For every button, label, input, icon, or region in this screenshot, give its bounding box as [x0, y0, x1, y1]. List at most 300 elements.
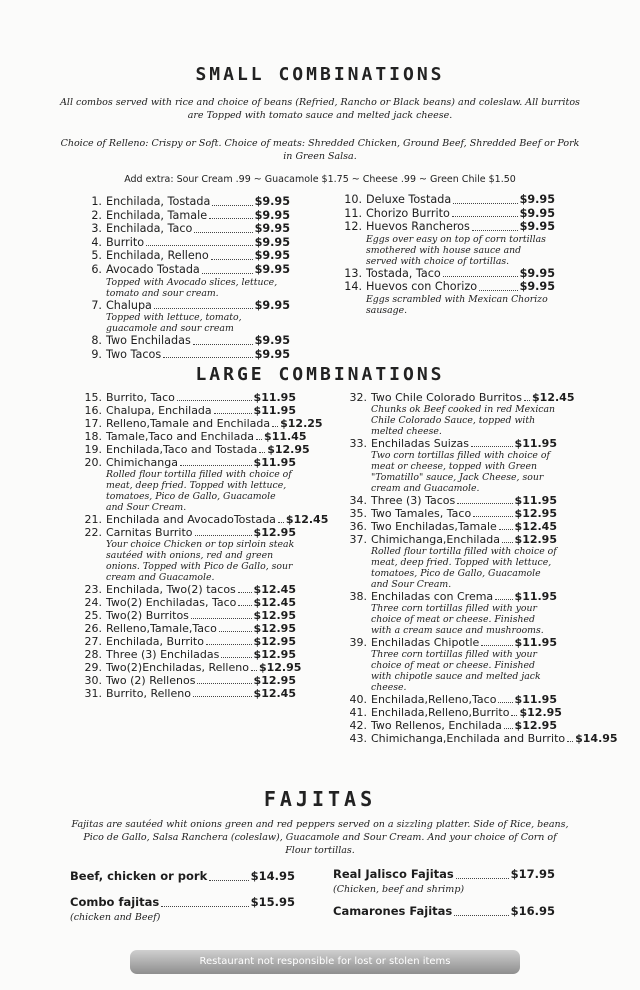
menu-item-description: Three corn tortillas filled with your choice of meat or cheese. Finished with a cream sauce and mushrooms. [371, 603, 544, 636]
menu-item-name [345, 533, 500, 546]
menu-item-name [80, 263, 200, 277]
menu-item-price: $12.95 [253, 622, 296, 635]
add-extra-line: Add extra: Sour Cream .99 ~ Guacamole $1.75 ~ Cheese .99 ~ Green Chile $1.50 [124, 174, 516, 185]
menu-item [80, 222, 290, 236]
dot-leader [524, 391, 530, 401]
dot-leader [214, 404, 252, 414]
menu-item-number: 39. [349, 636, 367, 649]
menu-item-label: Three (3) Enchiladas [106, 648, 220, 661]
menu-item-label: Enchilada,Relleno,Taco [371, 693, 497, 706]
menu-item-name [345, 636, 479, 649]
menu-item-number: 16. [84, 404, 102, 417]
menu-item-price: $9.95 [254, 249, 290, 263]
menu-item-price: $11.95 [253, 391, 296, 404]
menu-item-label: Two Enchiladas [106, 334, 191, 348]
small-right-column [340, 193, 555, 316]
menu-item [80, 236, 290, 250]
menu-item-price: $9.95 [254, 222, 290, 236]
dot-leader [211, 249, 253, 260]
menu-item-name [333, 866, 454, 882]
menu-item-label: Two(2)Enchiladas, Relleno [106, 661, 249, 674]
menu-item-price: $9.95 [254, 334, 290, 348]
menu-item-number: 23. [84, 583, 102, 596]
menu-item-name [70, 894, 159, 910]
dot-leader [194, 222, 252, 233]
menu-item-price: $11.95 [514, 590, 557, 603]
menu-item [345, 520, 557, 533]
menu-item [345, 590, 557, 603]
menu-item-description: Three corn tortillas filled with your choice of meat or cheese. Finished with chipotle sauce and melted jack cheese. [371, 649, 541, 693]
menu-item-number: 41. [349, 706, 367, 719]
menu-item-price: $9.95 [254, 235, 290, 249]
menu-item-name [80, 430, 254, 443]
menu-item [70, 868, 295, 884]
menu-item-description: Topped with Avocado slices, lettuce, tomato and sour cream. [106, 276, 278, 299]
large-combinations-title: LARGE COMBINATIONS [195, 364, 445, 385]
menu-item-label: Enchilada, Burrito [106, 635, 204, 648]
menu-item-label: Enchiladas Chipotle [371, 636, 480, 649]
menu-item [80, 195, 290, 209]
relleno-meat-options: Choice of Relleno: Crispy or Soft. Choice of meats: Shredded Chicken, Ground Beef, Shredded Beef or Pork in Green Salsa. [60, 138, 580, 162]
menu-item-price: $9.95 [519, 220, 555, 234]
menu-item-number: 43. [349, 732, 367, 745]
menu-item-label: Relleno,Tamale,Taco [106, 622, 217, 635]
dot-leader [511, 706, 517, 716]
menu-item-label: Two Tacos [106, 347, 162, 361]
dot-leader [146, 236, 253, 247]
menu-item-number: 34. [349, 494, 367, 507]
dot-leader [479, 280, 518, 291]
menu-item-number: 36. [349, 520, 367, 533]
menu-item [345, 437, 557, 450]
menu-item-name [80, 622, 217, 635]
menu-item-name [80, 526, 193, 539]
menu-item-price: $12.95 [514, 719, 557, 732]
disclaimer-banner [130, 950, 520, 974]
menu-item [80, 443, 310, 456]
dot-leader [499, 520, 513, 530]
menu-item-number: 24. [84, 596, 102, 609]
menu-item-label: Deluxe Tostada [366, 193, 452, 206]
menu-item-label: Huevos con Chorizo [366, 280, 478, 294]
menu-item-number: 15. [84, 391, 102, 404]
menu-item-name [80, 391, 175, 404]
menu-item-label: Enchilada, Tamale [106, 208, 208, 222]
dot-leader [259, 443, 265, 453]
menu-item [345, 706, 562, 719]
menu-item-number: 27. [84, 635, 102, 648]
large-right-column [345, 391, 618, 745]
menu-item-price: $12.95 [514, 507, 557, 520]
menu-item-label: Enchiladas con Crema [371, 590, 494, 603]
menu-item-number: 25. [84, 609, 102, 622]
menu-item-price: $12.95 [514, 533, 557, 546]
menu-item-label: Two Chile Colorado Burritos [371, 391, 523, 404]
menu-item-name [80, 456, 178, 469]
menu-item-number: 12. [344, 220, 362, 234]
menu-item [80, 430, 307, 443]
menu-item-number: 32. [349, 391, 367, 404]
menu-item-label: Three (3) Tacos [371, 494, 456, 507]
menu-item [80, 263, 290, 277]
menu-item-number: 1. [91, 195, 102, 208]
menu-item-name [340, 220, 470, 234]
menu-item-label: Camarones Fajitas [333, 904, 453, 918]
menu-item [80, 513, 329, 526]
menu-item-label: Two Rellenos, Enchilada [371, 719, 502, 732]
dot-leader [193, 334, 253, 345]
menu-item [333, 903, 555, 919]
menu-item-price: $11.95 [253, 404, 296, 417]
menu-item-price: $12.45 [514, 520, 557, 533]
menu-item-name [80, 249, 209, 263]
menu-item-name [80, 513, 276, 526]
menu-item-name [80, 674, 195, 687]
menu-item [80, 596, 296, 609]
menu-item-number: 5. [91, 249, 102, 263]
menu-item-number: 31. [84, 687, 102, 700]
dot-leader [457, 494, 512, 504]
fajitas-title: FAJITAS [263, 787, 377, 811]
menu-item [80, 661, 302, 674]
menu-item [345, 732, 618, 745]
dot-leader [209, 209, 252, 220]
menu-item-price: $12.95 [519, 706, 562, 719]
small-combinations-title: SMALL COMBINATIONS [195, 64, 445, 85]
menu-item [80, 299, 290, 313]
menu-item-number: 18. [84, 430, 102, 443]
dot-leader [238, 583, 252, 593]
menu-item [80, 687, 296, 700]
menu-item-name [333, 903, 452, 919]
menu-item-price: $14.95 [575, 732, 618, 745]
menu-item [80, 674, 296, 687]
menu-item-price: $12.95 [253, 648, 296, 661]
menu-item-label: Enchilada, Tostada [106, 195, 211, 208]
menu-item-label: Combo fajitas [70, 895, 160, 909]
menu-item-description: Topped with lettuce, tomato, guacamole and sour cream [106, 312, 242, 335]
menu-item-number: 40. [349, 693, 367, 706]
menu-item-price: $12.95 [253, 526, 296, 539]
menu-item [80, 648, 296, 661]
menu-item-name [80, 583, 236, 596]
menu-item-name [345, 507, 471, 520]
dot-leader [481, 636, 512, 646]
menu-item [80, 249, 290, 263]
menu-item-price: $15.95 [250, 895, 295, 909]
menu-item-description: Rolled flour tortilla filled with choice of meat, deep fried. Topped with lettuce, tomatoes, Pico de Gallo, Guacamole and Sour Cream. [106, 469, 292, 513]
dot-leader [504, 719, 513, 729]
menu-item-number: 22. [84, 526, 102, 539]
menu-item [80, 622, 296, 635]
menu-item-label: Chimichanga,Enchilada [371, 533, 500, 546]
menu-item [80, 456, 296, 469]
menu-item-label: Chalupa [106, 298, 152, 312]
dot-leader [456, 866, 509, 879]
menu-item-description: Your choice Chicken or top sirloin steak sautéed with onions, red and green onions. Topped with Pico de Gallo, sour cream and Guacamole. [106, 539, 295, 583]
menu-item-name [80, 661, 249, 674]
menu-item-price: $9.95 [254, 208, 290, 222]
menu-item-description: Rolled flour tortilla filled with choice of meat, deep fried. Topped with lettuce, tomatoes, Pico de Gallo, Guacamole and Sour Cream. [371, 546, 557, 590]
menu-item-label: Two(2) Burritos [106, 609, 189, 622]
menu-item-number: 19. [84, 443, 102, 456]
dot-leader [191, 609, 252, 619]
dot-leader [212, 195, 252, 206]
menu-item [345, 494, 557, 507]
menu-item-label: Real Jalisco Fajitas [333, 867, 454, 881]
menu-item-label: Chorizo Burrito [366, 206, 450, 220]
menu-item-number: 4. [91, 235, 102, 249]
menu-item-name [345, 391, 522, 404]
menu-item-price: $9.95 [254, 298, 290, 312]
dot-leader [219, 622, 252, 632]
dot-leader [452, 207, 518, 218]
menu-item [80, 348, 290, 362]
dot-leader [472, 220, 518, 231]
menu-item-name [80, 236, 144, 250]
menu-item-label: Two Tamales, Taco [371, 507, 472, 520]
menu-item-name [80, 404, 212, 417]
menu-item-name [80, 443, 257, 456]
menu-item-label: Two(2) Enchiladas, Taco [106, 596, 237, 609]
menu-item-price: $11.95 [514, 494, 557, 507]
menu-item-label: Carnitas Burrito [106, 526, 193, 539]
menu-item-label: Burrito, Relleno [106, 687, 191, 700]
dot-leader [498, 693, 512, 703]
dot-leader [238, 596, 251, 606]
menu-item-description: Two corn tortillas filled with choice of meat or cheese, topped with Green "Tomatillo" sauce, Jack Cheese, sour cream and Guacamole. [371, 450, 550, 494]
menu-item-price: $12.95 [253, 635, 296, 648]
dot-leader [180, 456, 252, 466]
menu-item-name [80, 334, 191, 348]
menu-item-note: (Chicken, beef and shrimp) [333, 884, 465, 895]
menu-item-price: $11.95 [514, 437, 557, 450]
menu-item [80, 526, 296, 539]
menu-item-label: Enchiladas Suizas [371, 437, 470, 450]
menu-item [80, 417, 323, 430]
menu-item-price: $12.45 [253, 596, 296, 609]
menu-item-name [80, 648, 219, 661]
menu-item [80, 391, 296, 404]
menu-item [340, 280, 555, 294]
menu-item-number: 21. [84, 513, 102, 526]
menu-item-label: Chalupa, Enchilada [106, 404, 212, 417]
menu-item-number: 10. [344, 193, 362, 206]
menu-item [80, 635, 296, 648]
menu-item-name [80, 635, 204, 648]
menu-item-number: 30. [84, 674, 102, 687]
menu-item-price: $16.95 [510, 904, 555, 918]
menu-item-description: Eggs over easy on top of corn tortillas smothered with house sauce and served with choice of tortillas. [366, 233, 546, 267]
dot-leader [453, 193, 517, 204]
menu-item-price: $9.95 [254, 262, 290, 276]
menu-item-price: $9.95 [254, 347, 290, 361]
small-intro-text: All combos served with rice and choice of beans (Refried, Rancho or Black beans) and coleslaw. All burritos are Topped with tomato sauce and melted jack cheese. [60, 97, 580, 121]
menu-item-price: $9.95 [519, 193, 555, 206]
fajitas-intro-text: Fajitas are sautéed whit onions green and red peppers served on a sizzling platter. Side of Rice, beans, Pico de Gallo, Salsa Ranchera (coleslaw), Guacamole and Sour Cream. And your choice of Corn of Flour tortillas. [71, 819, 569, 856]
menu-item-price: $11.95 [253, 456, 296, 469]
menu-item-label: Huevos Rancheros [366, 220, 470, 234]
menu-item-number: 14. [344, 280, 362, 294]
dot-leader [154, 299, 253, 310]
menu-item-price: $9.95 [254, 195, 290, 208]
dot-leader [495, 590, 512, 600]
menu-item-price: $11.95 [514, 693, 557, 706]
menu-item-name [345, 437, 469, 450]
menu-item-price: $14.95 [250, 869, 295, 883]
menu-item-number: 8. [91, 334, 102, 348]
menu-item [333, 866, 555, 882]
menu-item [80, 209, 290, 223]
menu-item-label: Tostada, Taco [366, 266, 441, 280]
menu-item-number: 6. [91, 262, 102, 276]
menu-item-name [80, 687, 191, 700]
menu-item-number: 7. [91, 298, 102, 312]
menu-item [345, 719, 557, 732]
menu-item-number: 17. [84, 417, 102, 430]
menu-item-price: $11.45 [264, 430, 307, 443]
dot-leader [163, 348, 252, 359]
menu-item-label: Enchilada,Relleno,Burrito [371, 706, 510, 719]
dot-leader [567, 732, 573, 742]
menu-item-price: $12.95 [267, 443, 310, 456]
dot-leader [256, 430, 262, 440]
menu-item-price: $12.25 [280, 417, 323, 430]
dot-leader [473, 507, 512, 517]
dot-leader [251, 661, 257, 671]
menu-item-description: Chunks ok Beef cooked in red Mexican Chile Colorado Sauce, topped with melted cheese. [371, 404, 556, 437]
menu-item-label: Enchilada,Taco and Tostada [106, 443, 258, 456]
menu-item-label: Two Enchiladas,Tamale [371, 520, 497, 533]
dot-leader [202, 263, 253, 274]
menu-item-label: Burrito [106, 235, 145, 249]
menu-item-number: 13. [344, 266, 362, 280]
menu-item-name [340, 280, 477, 294]
menu-item-price: $12.95 [253, 609, 296, 622]
menu-item-label: Burrito, Taco [106, 391, 175, 404]
dot-leader [471, 437, 513, 447]
menu-item-name [80, 596, 236, 609]
menu-item [340, 220, 555, 234]
dot-leader [195, 526, 252, 536]
menu-item-price: $12.45 [253, 687, 296, 700]
menu-item [345, 507, 557, 520]
dot-leader [209, 868, 248, 881]
menu-item-number: 35. [349, 507, 367, 520]
small-left-column [80, 195, 290, 361]
menu-item [340, 267, 555, 281]
menu-item-price: $9.95 [519, 280, 555, 294]
menu-item-name [340, 193, 451, 207]
menu-item-label: Enchilada, Two(2) tacos [106, 583, 236, 596]
menu-item-price: $9.95 [519, 266, 555, 280]
menu-item-price: $12.95 [253, 674, 296, 687]
menu-item-price: $11.95 [514, 636, 557, 649]
menu-item-number: 38. [349, 590, 367, 603]
menu-item-name [340, 207, 450, 221]
dot-leader [197, 674, 251, 684]
dot-leader [443, 267, 518, 278]
menu-item-note: (chicken and Beef) [70, 912, 161, 923]
menu-item-name [80, 348, 161, 362]
menu-item [80, 583, 296, 596]
menu-item-number: 26. [84, 622, 102, 635]
menu-item [70, 894, 295, 910]
menu-item-label: Two (2) Rellenos [106, 674, 196, 687]
dot-leader [502, 533, 513, 543]
menu-item-name [345, 494, 455, 507]
menu-item-number: 28. [84, 648, 102, 661]
menu-item [80, 334, 290, 348]
menu-item-name [80, 417, 270, 430]
menu-item-name [345, 693, 496, 706]
menu-item-price: $12.45 [285, 513, 329, 526]
menu-item-description: Eggs scrambled with Mexican Chorizo sausage. [366, 293, 548, 316]
menu-item-price: $17.95 [510, 867, 555, 881]
menu-item-number: 2. [91, 208, 102, 222]
dot-leader [454, 903, 508, 916]
fajitas-right-column [333, 866, 555, 929]
menu-item [340, 207, 555, 221]
menu-item-label: Relleno,Tamale and Enchilada [106, 417, 271, 430]
menu-item-price: $12.45 [253, 583, 296, 596]
menu-item [340, 193, 555, 207]
menu-item-name [80, 195, 210, 209]
menu-item [345, 693, 557, 706]
large-left-column [80, 391, 329, 700]
menu-item-name [345, 732, 565, 745]
menu-item-name [70, 868, 207, 884]
fajitas-left-column [70, 868, 295, 931]
menu-item-name [345, 706, 509, 719]
menu-item-name [80, 222, 192, 236]
dot-leader [193, 687, 252, 697]
menu-item-name [345, 719, 502, 732]
menu-item [345, 391, 575, 404]
dot-leader [272, 417, 278, 427]
menu-item-name [340, 267, 441, 281]
menu-item-label: Beef, chicken or pork [70, 869, 208, 883]
menu-item-number: 3. [91, 222, 102, 236]
dot-leader [221, 648, 251, 658]
dot-leader [177, 391, 252, 401]
menu-item-name [80, 209, 207, 223]
menu-item [80, 404, 296, 417]
menu-item-number: 42. [349, 719, 367, 732]
menu-item-number: 29. [84, 661, 102, 674]
menu-item-name [80, 609, 189, 622]
menu-item [80, 609, 296, 622]
menu-item-label: Enchilada, Relleno [106, 249, 209, 263]
menu-item-label: Tamale,Taco and Enchilada [106, 430, 255, 443]
menu-item-label: Chimichanga [106, 456, 178, 469]
menu-item-label: Chimichanga,Enchilada and Burrito [371, 732, 566, 745]
menu-item-name [345, 590, 493, 603]
menu-item-price: $9.95 [519, 206, 555, 220]
menu-item-number: 9. [91, 347, 102, 361]
menu-item-price: $12.45 [532, 391, 575, 404]
dot-leader [206, 635, 252, 645]
menu-item-number: 33. [349, 437, 367, 450]
dot-leader [278, 513, 284, 523]
menu-item-price: $12.95 [258, 661, 302, 674]
menu-item-label: Avocado Tostada [106, 262, 200, 276]
menu-item [345, 636, 557, 649]
menu-item-number: 20. [84, 456, 102, 469]
menu-item-number: 11. [344, 206, 362, 220]
dot-leader [161, 894, 248, 907]
disclaimer-text: Restaurant not responsible for lost or stolen items [199, 956, 451, 967]
